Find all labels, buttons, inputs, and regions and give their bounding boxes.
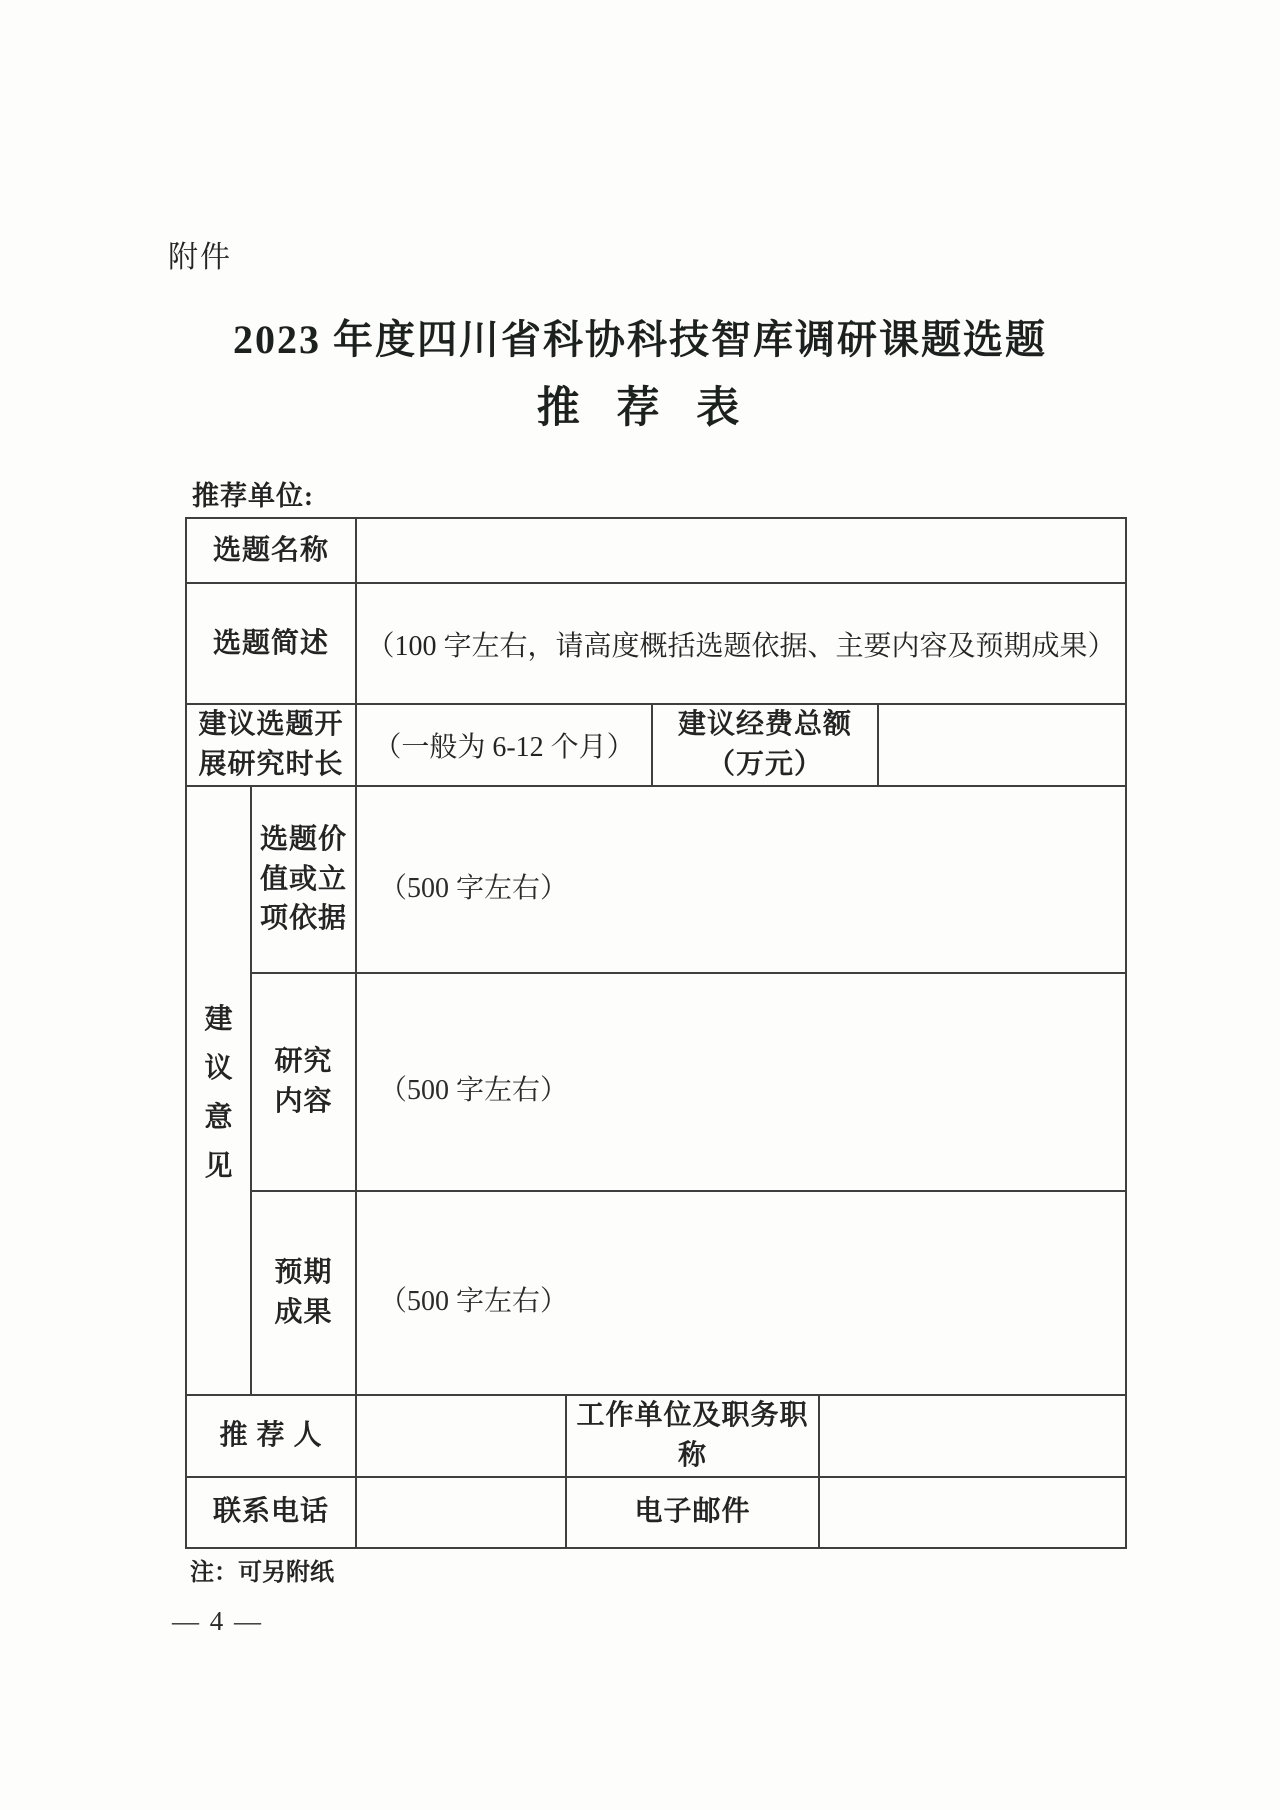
topic-name-value-cell (356, 518, 1126, 583)
budget-label-line2: （万元） (707, 749, 824, 780)
value-basis-label-line3: 项依据 (260, 903, 348, 935)
row-duration-budget (186, 704, 1126, 786)
duration-label-cell (186, 704, 356, 786)
suggestion-char-2: 议 (204, 1053, 233, 1084)
expected-results-cell (356, 1191, 1126, 1395)
document-title-line-2: 推 荐 表 (536, 385, 744, 432)
duration-hint-cell (356, 704, 652, 786)
expected-results-label-line2: 成果 (274, 1297, 333, 1328)
research-content-hint: （500 字左右） (379, 1075, 569, 1106)
duration-hint: （一般为 6-12 个月） (373, 732, 635, 763)
row-topic-brief (186, 583, 1126, 704)
suggestion-char-1: 建 (204, 1004, 233, 1035)
recommending-unit-label: 推荐单位: (192, 481, 314, 511)
suggestion-header-vertical-text (187, 997, 250, 1184)
recommender-value-cell (356, 1395, 566, 1477)
row-expected-results (186, 1191, 1126, 1395)
duration-label-line2: 展研究时长 (198, 749, 344, 780)
budget-label-cell (652, 704, 878, 786)
note-text: 注：可另附纸 (190, 1560, 334, 1586)
email-label: 电子邮件 (634, 1496, 751, 1528)
work-unit-label: 工作单位及职务职称 (576, 1400, 809, 1471)
value-basis-label-line2: 值或立 (260, 863, 348, 895)
recommendation-form-table (185, 517, 1127, 1549)
topic-name-label-cell (186, 518, 356, 583)
row-suggestion-value-basis (186, 786, 1126, 973)
phone-label-cell (186, 1477, 356, 1548)
document-title-line-1: 2023 年度四川省科协科技智库调研课题选题 (233, 317, 1047, 362)
expected-results-label-line1: 预期 (274, 1257, 333, 1289)
work-unit-label-cell (566, 1395, 819, 1477)
email-label-cell (566, 1477, 819, 1548)
row-research-content (186, 973, 1126, 1191)
recommender-label: 推 荐 人 (219, 1419, 323, 1451)
research-content-label-line1: 研究 (274, 1046, 333, 1078)
value-basis-label-line1: 选题价 (260, 823, 348, 855)
phone-label: 联系电话 (213, 1496, 330, 1528)
row-recommender (186, 1395, 1126, 1477)
page-number: — 4 — (172, 1606, 263, 1636)
research-content-label-cell (251, 973, 356, 1191)
topic-brief-label-cell (186, 583, 356, 704)
suggestion-header-cell (186, 786, 251, 1395)
row-contact (186, 1477, 1126, 1548)
work-unit-value-cell (819, 1395, 1126, 1477)
budget-value-cell (878, 704, 1126, 786)
budget-label-line1: 建议经费总额 (678, 709, 853, 741)
suggestion-char-4: 见 (204, 1151, 233, 1182)
email-value-cell (819, 1477, 1126, 1548)
suggestion-char-3: 意 (204, 1102, 233, 1133)
expected-results-hint: （500 字左右） (379, 1286, 569, 1317)
value-basis-label-cell (251, 786, 356, 973)
expected-results-label-cell (251, 1191, 356, 1395)
recommender-label-cell (186, 1395, 356, 1477)
duration-label-line1: 建议选题开 (198, 709, 344, 741)
attachment-label: 附件 (168, 241, 232, 274)
topic-name-label: 选题名称 (213, 534, 330, 566)
topic-brief-hint-cell (356, 583, 1126, 704)
row-topic-name (186, 518, 1126, 583)
topic-brief-label: 选题简述 (213, 627, 330, 659)
value-basis-content-cell (356, 786, 1126, 973)
value-basis-hint: （500 字左右） (379, 872, 569, 904)
research-content-label-line2: 内容 (274, 1086, 333, 1117)
recommendation-form-table-wrap (185, 517, 1127, 1549)
research-content-cell (356, 973, 1126, 1191)
topic-brief-hint: （100 字左右，请高度概括选题依据、主要内容及预期成果） (366, 630, 1116, 662)
phone-value-cell (356, 1477, 566, 1548)
